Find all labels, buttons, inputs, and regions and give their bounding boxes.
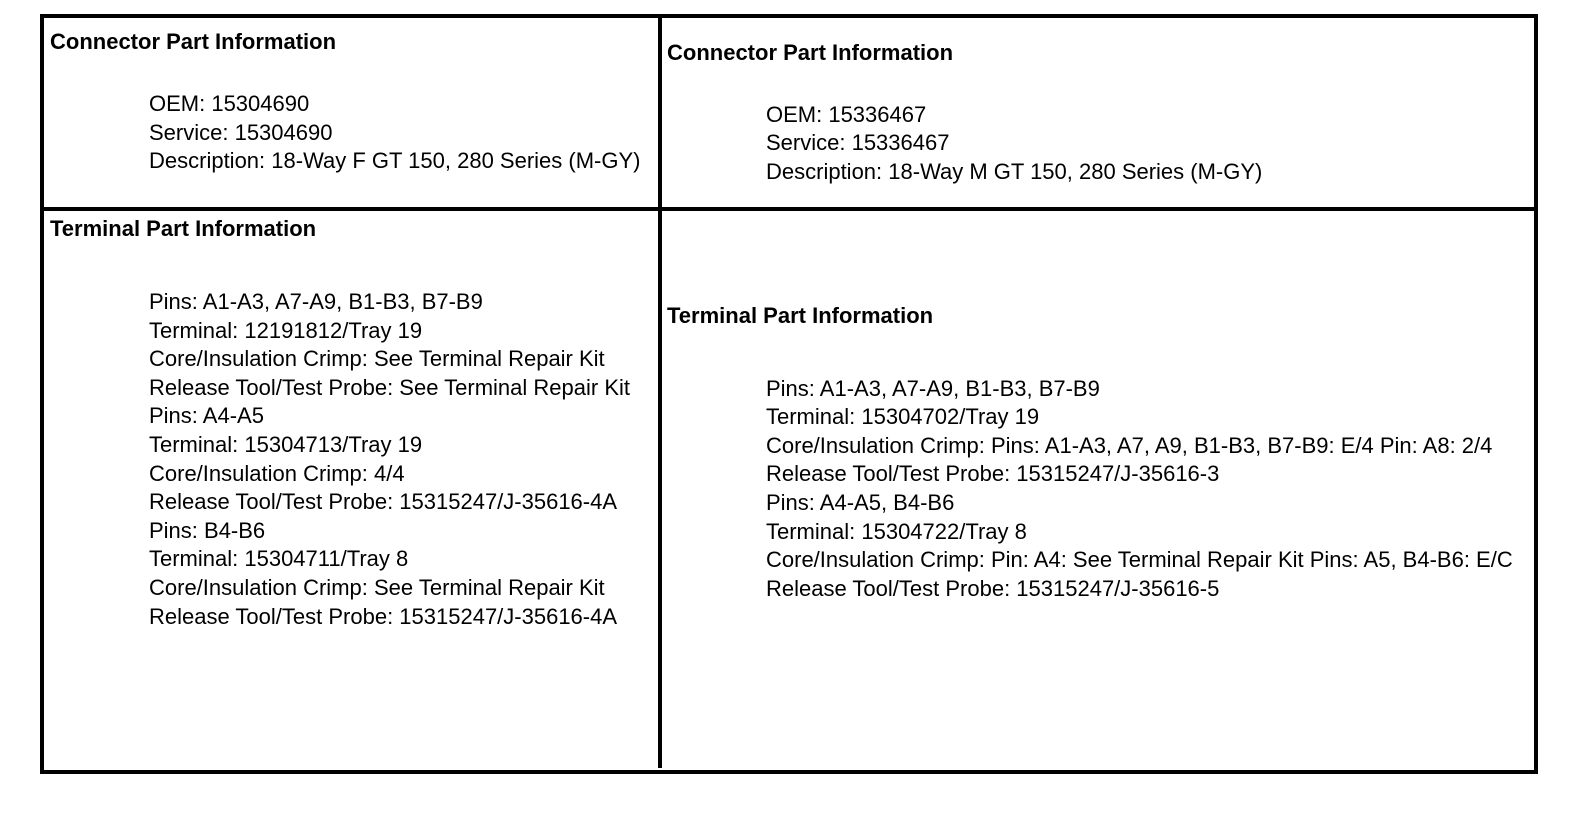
connector-heading-right: Connector Part Information xyxy=(667,39,954,65)
terminal-pins: Pins: A1-A3, A7-A9, B1-B3, B7-B9 xyxy=(149,289,483,314)
release-tool-info: Release Tool/Test Probe: See Terminal Repair Kit xyxy=(149,374,630,400)
release-tool-info: Release Tool/Test Probe: 15315247/J-35616-4A xyxy=(149,603,618,629)
service-number: Service: 15336467 xyxy=(766,130,950,156)
connector-description: Description: 18-Way M GT 150, 280 Series (M-GY) xyxy=(766,158,1263,184)
terminal-cell-left xyxy=(44,211,662,768)
terminal-details-right xyxy=(667,375,1528,604)
crimp-info: Core/Insulation Crimp: See Terminal Repair Kit xyxy=(149,346,605,372)
terminal-number: Terminal: 15304713/Tray 19 xyxy=(149,431,423,457)
connector-info-table xyxy=(40,14,1538,774)
terminal-number: Terminal: 15304722/Tray 8 xyxy=(766,518,1027,544)
terminal-details-left xyxy=(50,288,650,631)
terminal-number: Terminal: 15304711/Tray 8 xyxy=(149,546,409,572)
connector-heading-left: Connector Part Information xyxy=(50,29,337,54)
terminal-pins: Pins: A4-A5 xyxy=(149,403,264,429)
connector-details-left xyxy=(50,90,650,176)
connector-details-right xyxy=(667,101,1528,187)
release-tool-info: Release Tool/Test Probe: 15315247/J-35616-5 xyxy=(766,575,1220,601)
connector-cell-right xyxy=(662,18,1536,211)
terminal-heading-right: Terminal Part Information xyxy=(667,302,934,328)
crimp-info: Core/Insulation Crimp: Pin: A4: See Terminal Repair Kit Pins: A5, B4-B6: E/C xyxy=(766,547,1513,573)
terminal-pins: Pins: A1-A3, A7-A9, B1-B3, B7-B9 xyxy=(766,375,1100,401)
release-tool-info: Release Tool/Test Probe: 15315247/J-35616-3 xyxy=(766,461,1220,487)
connector-description: Description: 18-Way F GT 150, 280 Series (M-GY) xyxy=(149,148,641,174)
crimp-info: Core/Insulation Crimp: Pins: A1-A3, A7, A9, B1-B3, B7-B9: E/4 Pin: A8: 2/4 xyxy=(766,432,1493,458)
oem-number: OEM: 15304690 xyxy=(149,91,310,116)
crimp-info: Core/Insulation Crimp: 4/4 xyxy=(149,460,405,486)
terminal-heading-left: Terminal Part Information xyxy=(50,216,317,241)
terminal-cell-right xyxy=(662,211,1536,768)
terminal-number: Terminal: 12191812/Tray 19 xyxy=(149,317,423,343)
crimp-info: Core/Insulation Crimp: See Terminal Repair Kit xyxy=(149,574,605,600)
connector-cell-left xyxy=(44,18,662,211)
terminal-pins: Pins: A4-A5, B4-B6 xyxy=(766,490,955,515)
terminal-pins: Pins: B4-B6 xyxy=(149,517,266,543)
release-tool-info: Release Tool/Test Probe: 15315247/J-35616-4A xyxy=(149,489,618,515)
service-number: Service: 15304690 xyxy=(149,119,333,145)
oem-number: OEM: 15336467 xyxy=(766,101,927,127)
terminal-number: Terminal: 15304702/Tray 19 xyxy=(766,404,1040,430)
